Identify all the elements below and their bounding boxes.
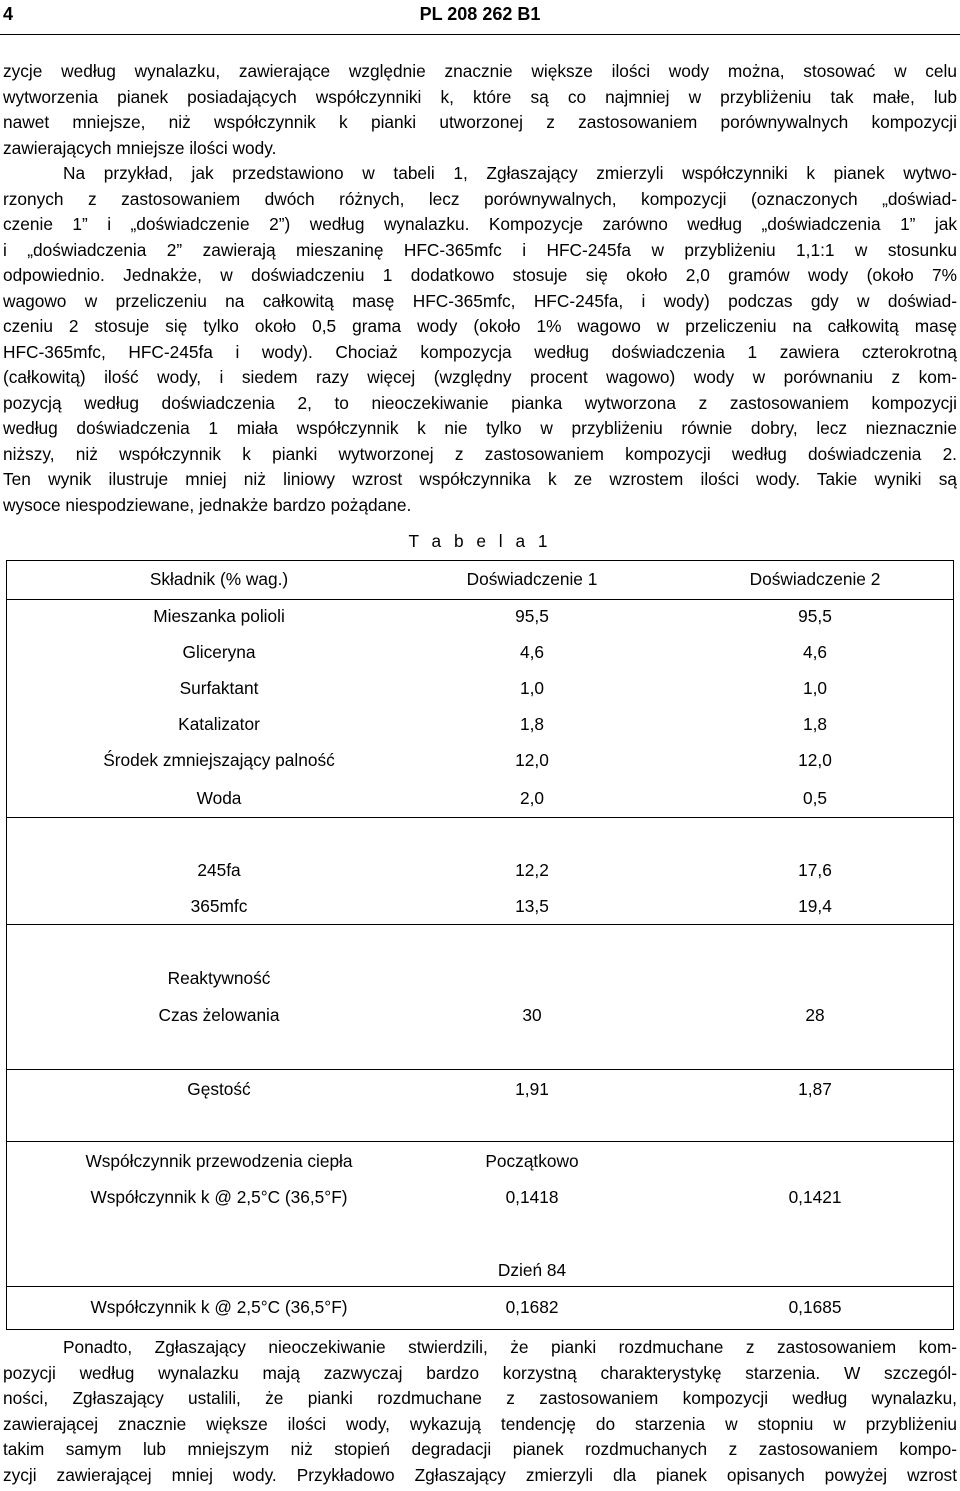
cell-value: 4,6 (519, 642, 545, 662)
cell-value: 1,8 (519, 714, 545, 734)
text-line: zycji zawierającej mniej wody. Przykładowo Zgłaszający zmierzyli dla pianek opisanych powyżej wzrost (3, 1464, 957, 1485)
cell-value: 30 (522, 1005, 542, 1025)
cell-value: 0,1685 (788, 1297, 842, 1317)
row-divider (7, 924, 953, 925)
cell-value: 12,0 (515, 750, 549, 770)
text-line: zawierającej znacznie większe ilości wody, wykazują tendencję do starzenia w stopniu w przybliżeniu (3, 1413, 957, 1434)
text-line: Ponadto, Zgłaszający nieoczekiwanie stwierdzili, że pianki rozdmuchane z zastosowaniem kom- (63, 1337, 957, 1357)
cell-value: 1,0 (802, 678, 828, 698)
time-label: Początkowo (485, 1151, 579, 1171)
cell-value: 17,6 (798, 860, 832, 880)
text-line: odpowiednio. Jednakże, w doświadczeniu 1 dodatkowo stosuje się około 2,0 gramów wody (około 7% (3, 265, 957, 285)
cell-value: 13,5 (515, 896, 549, 916)
cell-value: 95,5 (515, 606, 549, 626)
row-label: 365mfc (190, 896, 248, 916)
cell-value: 95,5 (798, 606, 832, 626)
paragraph-3 (3, 1335, 957, 1488)
text-line: (całkowitą) ilość wody, i siedem razy więcej (względny procent wagowo) wody w porównaniu z kom- (3, 367, 957, 387)
row-label: Gęstość (187, 1079, 251, 1099)
text-line: Ten wynik ilustruje mniej niż liniowy wzrost współczynnika k ze wzrostem ilości wody. Takie wyniki są (3, 469, 957, 489)
text-line: wagowo w przeliczeniu na całkowitą masę HFC-365mfc, HFC-245fa, i wody) podczas gdy w doświad- (3, 290, 957, 311)
text-line: niższy, niż współczynnik k pianki wytworzonej z zastosowaniem kompozycji według doświadczenia 2. (3, 443, 957, 464)
cell-value: 2,0 (519, 788, 545, 808)
text-line: pozycji według wynalazku mają zazwyczaj bardzo korzystną charakterystykę starzenia. W szczegól- (3, 1362, 957, 1383)
row-divider (7, 1286, 953, 1287)
cell-value: 12,0 (798, 750, 832, 770)
cell-value: 4,6 (802, 642, 828, 662)
row-divider (7, 599, 953, 600)
text-line: zawierających mniejsze ilości wody. (3, 137, 277, 158)
cell-value: 0,1682 (505, 1297, 559, 1317)
cell-value: 0,1421 (788, 1187, 842, 1207)
text-line: czenie 1” i „doświadczenie 2”) według wynalazku. Kompozycje zarówno według „doświadczenia 1” jak (3, 214, 957, 234)
row-label: Środek zmniejszający palność (103, 750, 335, 770)
text-line: i „doświadczenia 2” zawierają mieszaninę HFC-365mfc i HFC-245fa w przybliżeniu 1,1:1 w stosunku (3, 239, 957, 260)
column-header-experiment-2: Doświadczenie 2 (749, 569, 881, 589)
row-label: Mieszanka polioli (153, 606, 285, 626)
column-header-component: Składnik (% wag.) (149, 569, 289, 589)
text-line: wysoce niespodziewane, jednakże bardzo pożądane. (3, 494, 412, 515)
cell-value: 0,5 (802, 788, 828, 808)
table-title: T a b e l a 1 (408, 531, 552, 551)
data-table (6, 560, 954, 1330)
row-divider (7, 1069, 953, 1070)
row-label: Współczynnik k @ 2,5°C (36,5°F) (90, 1187, 348, 1207)
column-header-experiment-1: Doświadczenie 1 (466, 569, 598, 589)
document-id: PL 208 262 B1 (419, 4, 541, 24)
row-label: Surfaktant (179, 678, 259, 698)
header-rule (0, 34, 960, 35)
section-heading: Współczynnik przewodzenia ciepła (85, 1151, 353, 1171)
text-line: zycje według wynalazku, zawierające względnie znacznie większe ilości wody można, stosować w celu (3, 61, 957, 81)
row-divider (7, 817, 953, 818)
text-line: czeniu 2 stosuje się tylko około 0,5 grama wody (około 1% wagowo w przeliczeniu na całkowitą masę (3, 316, 957, 336)
row-label: 245fa (197, 860, 241, 880)
row-divider (7, 1141, 953, 1142)
page-number: 4 (3, 4, 14, 24)
cell-value: 19,4 (798, 896, 832, 916)
text-line: Na przykład, jak przedstawiono w tabeli 1, Zgłaszający zmierzyli współczynniki k pianek wytwo- (63, 163, 957, 183)
cell-value: 1,87 (798, 1079, 832, 1099)
time-label: Dzień 84 (497, 1260, 567, 1280)
cell-value: 0,1418 (505, 1187, 559, 1207)
cell-value: 28 (805, 1005, 825, 1025)
text-line: wytworzenia pianek posiadających współczynniki k, które są co najmniej w przybliżeniu tak małe, lub (3, 86, 957, 107)
cell-value: 1,91 (515, 1079, 549, 1099)
cell-value: 1,0 (519, 678, 545, 698)
text-line: ności, Zgłaszający ustalili, że pianki rozdmuchane z zastosowaniem kompozycji według wynalazku, (3, 1388, 957, 1408)
text-line: nawet mniejsze, niż współczynnik k pianki utworzonej z zastosowaniem porównywalnych kompozycji (3, 112, 957, 132)
cell-value: 12,2 (515, 860, 549, 880)
text-line: rzonych z zastosowaniem dwóch różnych, lecz porównywalnych, kompozycji (oznaczonych „doświad- (3, 188, 957, 209)
section-heading: Reaktywność (167, 968, 271, 988)
text-line: według doświadczenia 1 miała współczynnik k nie tylko w przybliżeniu równie dobry, lecz nieznacznie (3, 418, 957, 438)
row-label: Katalizator (178, 714, 260, 734)
row-label: Czas żelowania (158, 1005, 280, 1025)
paragraph-1 (3, 59, 957, 161)
cell-value: 1,8 (802, 714, 828, 734)
text-line: HFC-365mfc, HFC-245fa i wody). Chociaż kompozycja według doświadczenia 1 zawiera czterokrotną (3, 341, 957, 362)
row-label: Współczynnik k @ 2,5°C (36,5°F) (90, 1297, 348, 1317)
row-label: Woda (196, 788, 242, 808)
text-line: pozycją według doświadczenia 2, to nieoczekiwanie pianka wytworzona z zastosowaniem kompozycji (3, 392, 957, 413)
row-label: Gliceryna (182, 642, 256, 662)
text-line: takim samym lub mniejszym niż stopień degradacji pianek rozdmuchanych z zastosowaniem kompo- (3, 1439, 957, 1459)
paragraph-2 (3, 161, 957, 518)
